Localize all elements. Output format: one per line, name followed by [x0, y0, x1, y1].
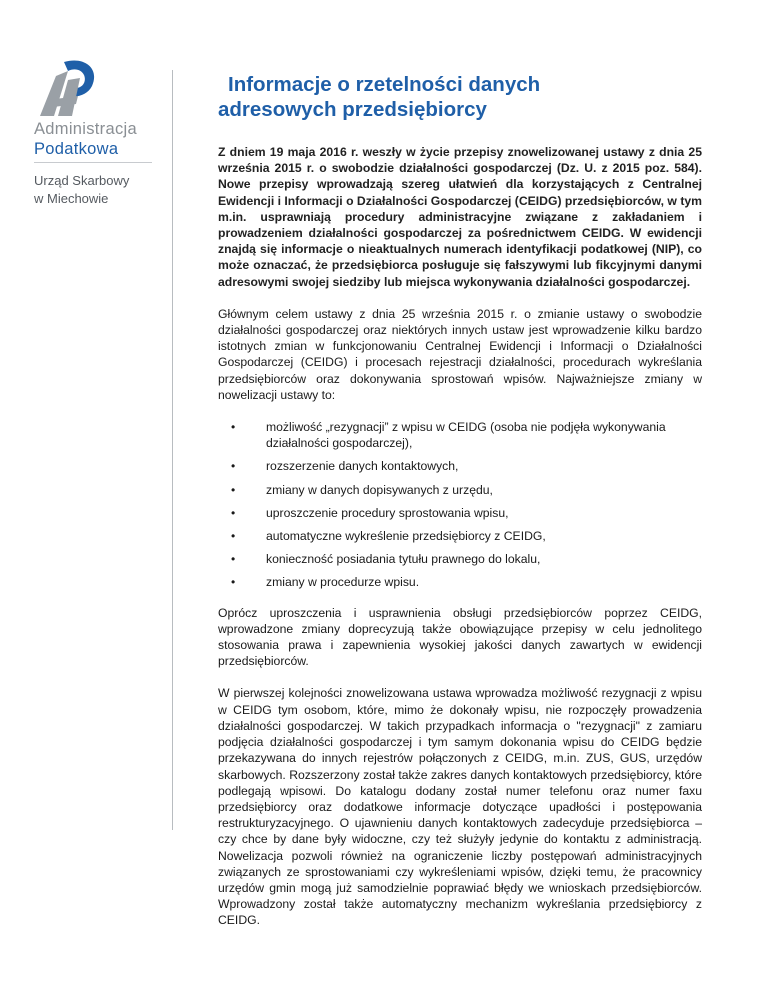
- page-title-line1: Informacje o rzetelności danych: [228, 73, 541, 96]
- article: [218, 72, 702, 945]
- office-name-line2: w Miechowie: [34, 191, 109, 206]
- paragraph-resignation: W pierwszej kolejności znowelizowana ustawa wprowadza możliwość rezygnacji z wpisu w CEIDG tym osobom, które, mimo że dokonały wpisu, nie rozpoczęły prowadzenia działalności gospodarczej. W takich przypadkach informacja o "rezygnacji" z zamiaru podjęcia działalności gospodarczej i tym samym dokonania wpisu do CEIDG będzie przekazywana do innych rejestrów połączonych z CEIDG, m.in. ZUS, GUS, urzędów skarbowych. Rozszerzony został także zakres danych kontaktowych przedsiębiorcy, które podlegają wpisowi. Do katalogu dodany został numer telefonu oraz numer faxu przedsiębiorcy oraz dodatkowe informacje dotyczące upadłości i postępowania restrukturyzacyjnego. O ujawnieniu danych kontaktowych zadecyduje przedsiębiorca – czy chce by dane były widoczne, czy też służyły jedynie do kontaktu z administracją. Nowelizacja pozwoli również na ograniczenie liczby postępowań administracyjnych związanych ze sprostowaniami czy wykreśleniami wpisów, dzięki temu, że pracownicy urzędów gmin mogą już samodzielnie poprawiać błędy we wnioskach przedsiębiorców. Wprowadzony został także automatyczny mechanizm wykreślania przedsiębiorcy z CEIDG.: [218, 686, 702, 928]
- brand-name-line2: Podatkowa: [34, 140, 119, 158]
- changes-list: [218, 419, 702, 591]
- list-item: • uproszczenie procedury sprostowania wpisu,: [218, 505, 702, 521]
- paragraph-simplification: Oprócz uproszczenia i usprawnienia obsługi przedsiębiorców poprzez CEIDG, wprowadzone zmiany doprecyzują także obowiązujące przepisy w celu jednolitego stosowania prawa i zapewnienia wysokiej jakości danych zawartych w ewidencji przedsiębiorców.: [218, 605, 702, 669]
- list-item: • zmiany w danych dopisywanych z urzędu,: [218, 482, 702, 498]
- administracja-podatkowa-logo-icon: [34, 58, 114, 120]
- office-name: [34, 172, 129, 208]
- list-item: • zmiany w procedurze wpisu.: [218, 574, 702, 590]
- list-item: • możliwość „rezygnacji” z wpisu w CEIDG (osoba nie podjęła wykonywania działalności gospodarczej),: [218, 419, 702, 451]
- paragraph-main-goal: Głównym celem ustawy z dnia 25 września 2015 r. o zmianie ustawy o swobodzie działalności gospodarczej oraz niektórych innych ustaw jest wprowadzenie kilku bardzo istotnych zmian w funkcjonowaniu Centralnej Ewidencji i Informacji o Działalności Gospodarczej (CEIDG) i procesach rejestracji działalności, procedurach wykreślania przedsiębiorców oraz dokonywania sprostowań wpisów. Najważniejsze zmiany w nowelizacji ustawy to:: [218, 306, 702, 402]
- office-name-line1: Urząd Skarbowy: [34, 173, 130, 188]
- list-item: • automatyczne wykreślenie przedsiębiorcy z CEIDG,: [218, 528, 702, 544]
- page-title-line2: adresowych przedsiębiorcy: [218, 98, 487, 121]
- brand-divider: [34, 162, 152, 163]
- page-title: [218, 72, 702, 122]
- lead-paragraph: Z dniem 19 maja 2016 r. weszły w życie przepisy znowelizowanej ustawy z dnia 25 września 2015 r. o swobodzie działalności gospodarczej (Dz. U. z 2015 poz. 584). Nowe przepisy wprowadzają szereg ułatwień dla korzystających z Centralnej Ewidencji i Informacji o Działalności Gospodarczej (CEIDG) przedsiębiorców, w tym m.in. usprawniają procedury administracyjne związane z zakładaniem i prowadzeniem działalności gospodarczej za pośrednictwem CEIDG. W ewidencji znajdą się informacje o nieaktualnych numerach identyfikacji podatkowej (NIP), co może oznaczać, że przedsiębiorca posługuje się fałszywymi lub fikcyjnymi danymi adresowymi swojej siedziby lub miejsca wykonywania działalności gospodarczej.: [218, 145, 702, 289]
- list-item: • rozszerzenie danych kontaktowych,: [218, 458, 702, 474]
- list-item: • konieczność posiadania tytułu prawnego do lokalu,: [218, 551, 702, 567]
- vertical-divider: [172, 70, 173, 830]
- brand-name-line1: Administracja: [34, 120, 137, 138]
